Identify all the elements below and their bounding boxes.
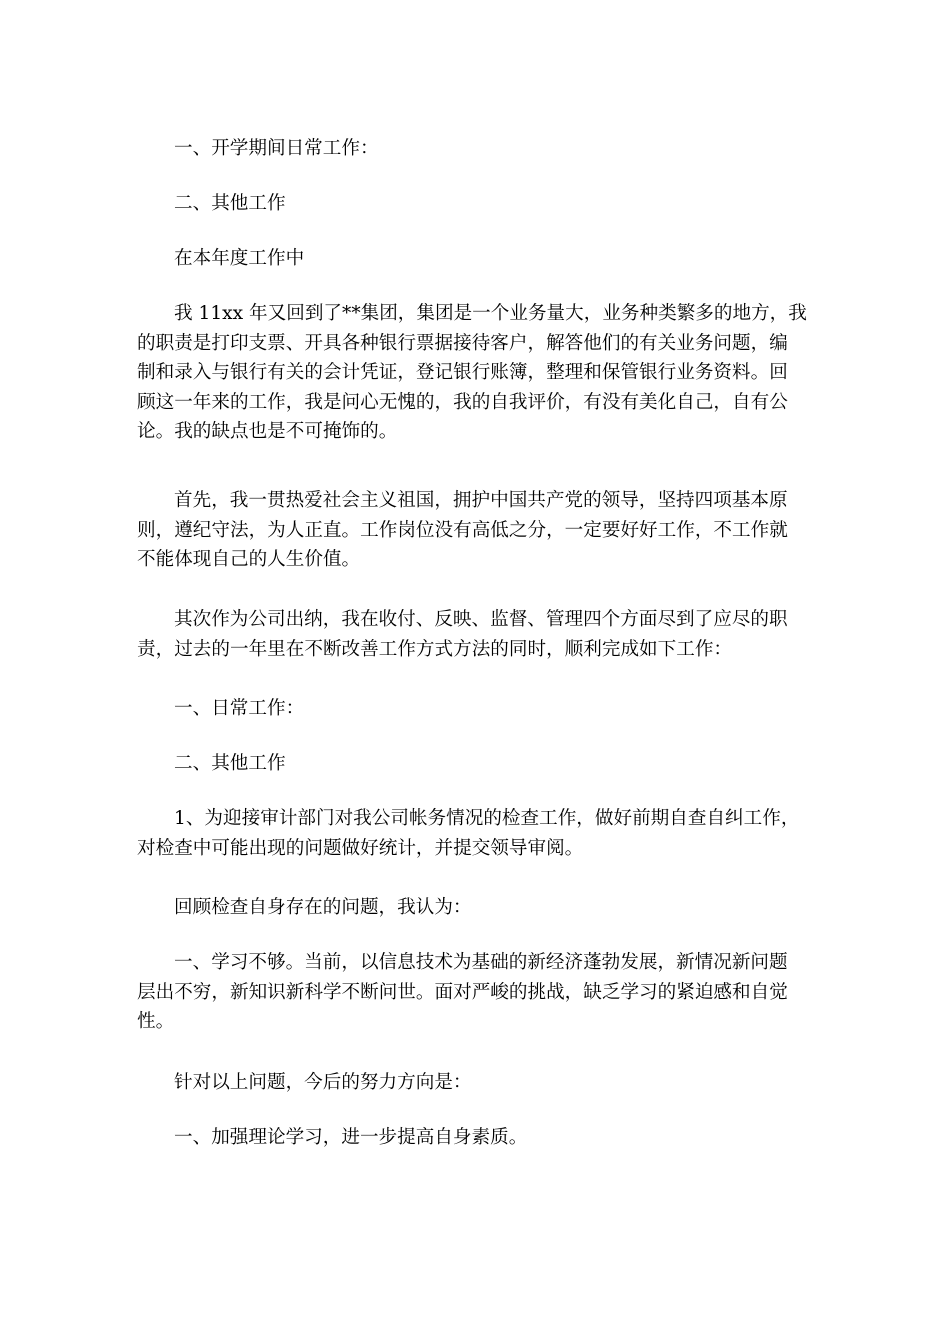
paragraph-body [137, 299, 813, 447]
text-line: 我 11xx 年又回到了**集团，集团是一个业务量大，业务种类繁多的地方，我 [174, 303, 807, 324]
text-line: 二、其他工作 [174, 193, 286, 214]
paragraph-body [137, 486, 813, 575]
text-line: 一、日常工作： [174, 698, 305, 719]
text-line: 论。我的缺点也是不可掩饰的。 [137, 421, 398, 442]
paragraph-body [137, 948, 813, 1037]
text-line: 一、开学期间日常工作： [174, 138, 379, 159]
paragraph-heading-3 [137, 694, 813, 724]
text-line: 则，遵纪守法，为人正直。工作岗位没有高低之分，一定要好好工作，不工作就 [137, 519, 788, 541]
text-line: 制和录入与银行有关的会计凭证，登记银行账簿，整理和保管银行业务资料。回 [137, 362, 788, 383]
paragraph-body [137, 1123, 813, 1153]
text-line: 层出不穷，新知识新科学不断问世。面对严峻的挑战，缺乏学习的紧迫感和自觉 [137, 981, 788, 1003]
text-line: 1、为迎接审计部门对我公司帐务情况的检查工作，做好前期自查自纠工作， [174, 808, 800, 829]
text-line: 不能体现自己的人生价值。 [137, 549, 361, 570]
text-line: 回顾检查自身存在的问题，我认为： [174, 897, 472, 918]
paragraph-intro [137, 244, 813, 274]
text-line: 在本年度工作中 [174, 248, 305, 269]
paragraph-heading-4 [137, 749, 813, 779]
text-line: 性。 [137, 1011, 175, 1032]
paragraph-body [137, 804, 813, 863]
text-line: 顾这一年来的工作，我是问心无愧的，我的自我评价，有没有美化自己，自有公 [137, 391, 788, 413]
text-line: 二、其他工作 [174, 753, 286, 774]
paragraph-heading-1 [137, 134, 813, 164]
text-line: 一、学习不够。当前，以信息技术为基础的新经济蓬勃发展，新情况新问题 [174, 952, 788, 973]
text-line: 首先，我一贯热爱社会主义祖国，拥护中国共产党的领导，坚持四项基本原 [174, 490, 788, 511]
paragraph-heading-2 [137, 189, 813, 219]
text-line: 一、加强理论学习，进一步提高自身素质。 [174, 1127, 528, 1148]
paragraph-body [137, 1068, 813, 1098]
paragraph-body [137, 893, 813, 923]
text-line: 其次作为公司出纳，我在收付、反映、监督、管理四个方面尽到了应尽的职 [174, 609, 788, 630]
paragraph-body [137, 605, 813, 664]
text-line: 对检查中可能出现的问题做好统计，并提交领导审阅。 [137, 837, 584, 859]
text-line: 的职责是打印支票、开具各种银行票据接待客户，解答他们的有关业务问题，编 [137, 332, 788, 354]
text-line: 针对以上问题，今后的努力方向是： [174, 1072, 472, 1093]
text-line: 责，过去的一年里在不断改善工作方式方法的同时，顺利完成如下工作： [137, 638, 733, 660]
